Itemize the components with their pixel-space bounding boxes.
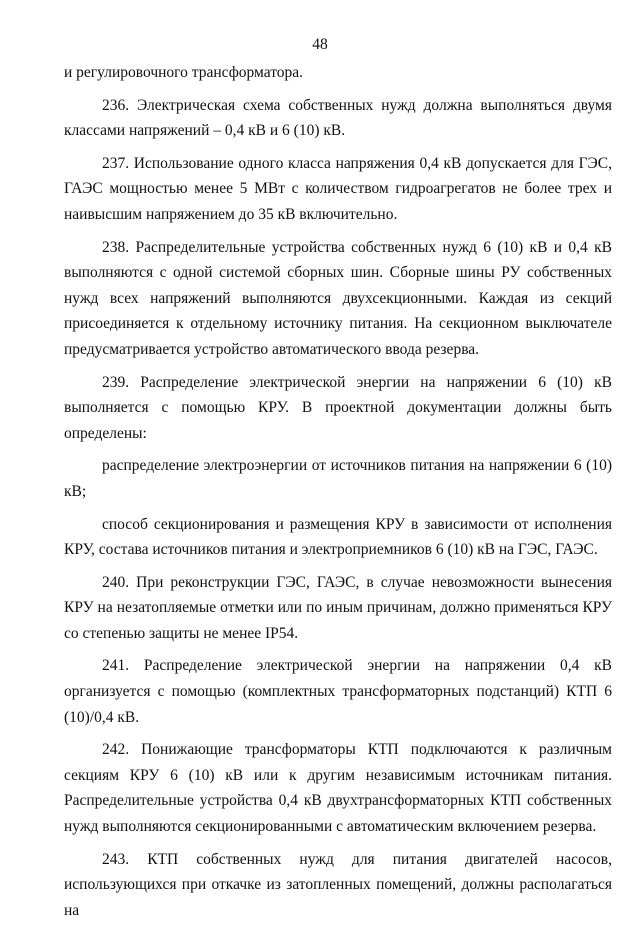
paragraph-239-item-1: распределение электроэнергии от источников питания на напряжении 6 (10) кВ; (64, 457, 612, 500)
paragraph-236: 236. Электрическая схема собственных нужд должна выполняться двумя классами напряжений – 0,4 кВ и 6 (10) кВ. (64, 96, 612, 140)
paragraph-240: 240. При реконструкции ГЭС, ГАЭС, в случае невозможности вынесения КРУ на незатопляемые отметки или по иным причинам, должно применяться КРУ со степенью защиты не менее IP54. (64, 573, 612, 642)
paragraph-239-item-2: способ секционирования и размещения КРУ в зависимости от исполнения КРУ, состава источников питания и электроприемников 6 (10) кВ на ГЭС, ГАЭС. (64, 515, 612, 559)
document-body (64, 60, 612, 930)
page-number: 48 (312, 36, 328, 53)
paragraph-237: 237. Использование одного класса напряжения 0,4 кВ допускается для ГЭС, ГАЭС мощностью менее 5 МВт с количеством гидроагрегатов не более трех и наивысшим напряжением до 35 кВ включительно. (64, 154, 612, 223)
paragraph-241: 241. Распределение электрической энергии на напряжении 0,4 кВ организуется с помощью (комплектных трансформаторных подстанций) КТП 6 (10)/0,4 кВ. (64, 657, 612, 726)
paragraph-238: 238. Распределительные устройства собственных нужд 6 (10) кВ и 0,4 кВ выполняются с одной системой сборных шин. Сборные шины РУ собственных нужд всех напряжений выполняются двухсекционными. Каждая из секций присоединяется к отдельному источнику питания. На секционном выключателе предусматривается устройство автоматического ввода резерва. (64, 238, 612, 358)
paragraph-239: 239. Распределение электрической энергии на напряжении 6 (10) кВ выполняется с помощью КРУ. В проектной документации должны быть определены: (64, 373, 612, 442)
paragraph-243: 243. КТП собственных нужд для питания двигателей насосов, использующихся при откачке из затопленных помещений, должны располагаться на (64, 850, 612, 919)
paragraph-continuation: и регулировочного трансформатора. (64, 64, 304, 81)
paragraph-242: 242. Понижающие трансформаторы КТП подключаются к различным секциям КРУ 6 (10) кВ или к другим независимым источникам питания. Распределительные устройства 0,4 кВ двухтрансформаторных КТП собственных нужд выполняются секционированными с автоматическим включением резерва. (64, 741, 612, 836)
